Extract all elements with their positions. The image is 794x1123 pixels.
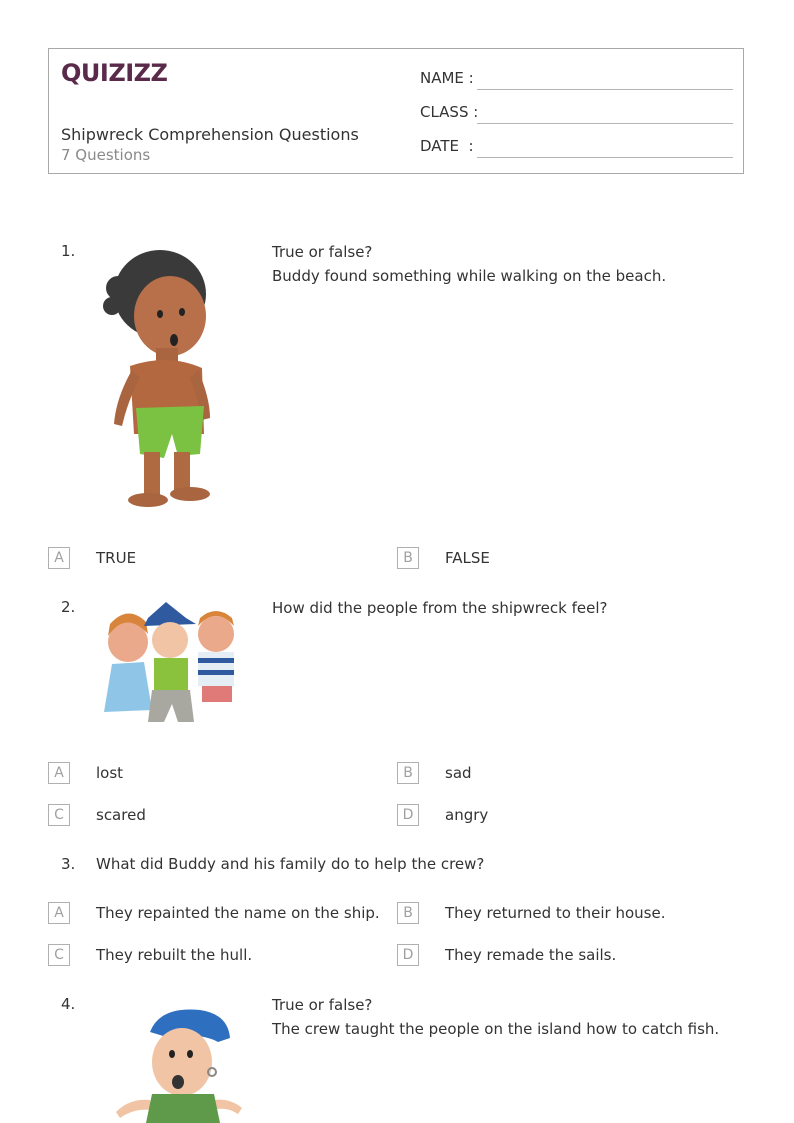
question-3-text: What did Buddy and his family do to help the crew?	[96, 855, 485, 873]
option-a-box[interactable]: A	[48, 762, 70, 784]
question-count: 7 Questions	[61, 146, 151, 164]
worksheet-title: Shipwreck Comprehension Questions	[61, 125, 359, 144]
option-a-box[interactable]: A	[48, 902, 70, 924]
option-c-text: scared	[96, 806, 146, 824]
boy-illustration	[98, 248, 218, 514]
name-label: NAME :	[420, 69, 474, 87]
option-a-text: They repainted the name on the ship.	[96, 904, 380, 922]
option-c-box[interactable]: C	[48, 944, 70, 966]
class-line[interactable]	[477, 123, 733, 124]
pirate-illustration	[110, 1002, 246, 1123]
option-b-box[interactable]: B	[397, 547, 419, 569]
option-b-box[interactable]: B	[397, 902, 419, 924]
question-1-text: True or false? Buddy found something while walking on the beach.	[272, 243, 667, 285]
option-c-box[interactable]: C	[48, 804, 70, 826]
quizizz-logo: QUIZIZZ	[61, 59, 168, 87]
question-1-number: 1.	[61, 242, 76, 260]
option-a-text: lost	[96, 764, 124, 782]
date-label: DATE :	[420, 137, 474, 155]
class-label: CLASS :	[420, 103, 479, 121]
option-b-text: They returned to their house.	[445, 904, 666, 922]
option-d-text: angry	[445, 806, 489, 824]
question-2-number: 2.	[61, 598, 76, 616]
option-b-text: sad	[445, 764, 472, 782]
option-d-box[interactable]: D	[397, 804, 419, 826]
option-a-box[interactable]: A	[48, 547, 70, 569]
option-a-text: TRUE	[96, 549, 137, 567]
date-line[interactable]	[477, 157, 733, 158]
worksheet-header	[48, 48, 744, 174]
question-3-number: 3.	[61, 855, 76, 873]
option-b-box[interactable]: B	[397, 762, 419, 784]
option-d-box[interactable]: D	[397, 944, 419, 966]
question-4-text: True or false? The crew taught the people on the island how to catch fish.	[272, 996, 720, 1038]
question-4-number: 4.	[61, 995, 76, 1013]
option-c-text: They rebuilt the hull.	[96, 946, 253, 964]
option-d-text: They remade the sails.	[445, 946, 617, 964]
name-line[interactable]	[477, 89, 733, 90]
shipwreck-survivors-illustration	[98, 600, 246, 732]
question-2-text: How did the people from the shipwreck feel?	[272, 599, 608, 617]
option-b-text: FALSE	[445, 549, 490, 567]
